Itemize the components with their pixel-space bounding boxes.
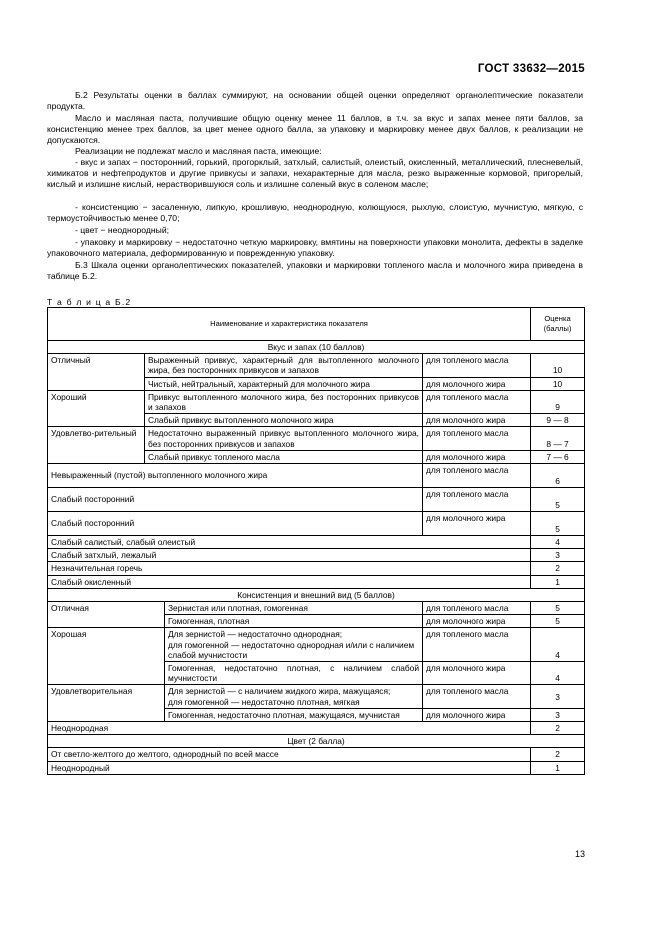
grade-excellent-consistency: Отличная	[48, 602, 165, 628]
row-score: 4	[531, 662, 585, 685]
paragraph-taste-smell: - вкус и запах − посторонний, горький, прогорклый, затхлый, салистый, олеистый, окисленный, металлический, плесневелый, химикатов и нефтепродуктов и другие привкусы и запахи, нехарактерные для масла, резко выраженные кормовой, пригорелый, кислый и излишне кислый, нерастворившуюся соль и излишне соленый вкус в соленом масле;	[47, 157, 583, 189]
table-row	[48, 685, 585, 708]
table-row	[48, 536, 585, 549]
table-row	[48, 748, 585, 761]
row-description-part: для гомогенной — недостаточно однородная и/или с наличием слабой мучнистости	[168, 639, 415, 660]
row-description: Неоднородная	[48, 722, 531, 735]
section-row	[48, 588, 585, 601]
section-row	[48, 341, 585, 354]
row-description	[165, 685, 423, 708]
table-row	[48, 354, 585, 377]
row-applicability: для молочного жира	[423, 662, 531, 685]
table-row	[48, 464, 585, 488]
table-row	[48, 512, 585, 536]
row-description: Слабый салистый, слабый олеистый	[48, 536, 531, 549]
row-applicability: для молочного жира	[423, 512, 531, 536]
row-score: 1	[531, 761, 585, 774]
row-description: Гомогенная, недостаточно плотная, мажущаяся, мучнистая	[165, 708, 423, 721]
table-row	[48, 602, 585, 615]
table-row	[48, 562, 585, 575]
paragraph-color: - цвет − неоднородный;	[75, 225, 170, 235]
row-description: Чистый, нейтральный, характерный для молочного жира	[145, 377, 423, 390]
row-description	[165, 628, 423, 662]
row-score: 10	[531, 354, 585, 377]
header-score: Оценка (баллы)	[531, 308, 585, 341]
row-score: 7 — 6	[531, 450, 585, 463]
row-score: 2	[531, 722, 585, 735]
table-row	[48, 575, 585, 588]
table-row	[48, 761, 585, 774]
paragraph-not-for-sale: Реализации не подлежат масло и масляная паста, имеющие:	[75, 146, 322, 156]
row-description: Гомогенная, недостаточно плотная, с наличием слабой мучнистости	[165, 662, 423, 685]
row-score: 3	[531, 549, 585, 562]
row-score: 4	[531, 536, 585, 549]
row-description-part: Для зернистой — с наличием жидкого жира, мажущаяся;	[168, 686, 391, 697]
document-header-id: ГОСТ 33632—2015	[477, 63, 585, 75]
row-applicability: для молочного жира	[423, 708, 531, 721]
section-title-color: Цвет (2 балла)	[48, 735, 585, 748]
header-name: Наименование и характеристика показателя	[48, 308, 531, 341]
paragraph-rejection-criteria: Масло и масляная паста, получившие общую оценку менее 11 баллов, в т.ч. за вкус и запах менее пяти баллов, за консистенцию менее трех баллов, за цвет менее одного балла, за упаковку и маркировку менее двух баллов, к реализации не допускаются.	[47, 113, 583, 145]
grade-good: Хороший	[48, 390, 145, 427]
row-score: 10	[531, 377, 585, 390]
row-description: Слабый посторонний	[48, 512, 423, 536]
row-description-part: Для зернистой — недостаточно однородная;	[168, 629, 343, 640]
row-applicability: для молочного жира	[423, 414, 531, 427]
row-applicability: для топленого масла	[423, 354, 531, 377]
row-applicability: для молочного жира	[423, 450, 531, 463]
row-score: 9	[531, 390, 585, 413]
row-description: Слабый посторонний	[48, 488, 423, 512]
section-row	[48, 735, 585, 748]
row-applicability: для топленого масла	[423, 390, 531, 413]
row-score: 3	[531, 685, 585, 708]
table-row	[48, 390, 585, 413]
row-score: 5	[531, 488, 585, 512]
row-score: 8 — 7	[531, 427, 585, 450]
paragraph-consistency: - консистенцию − засаленную, липкую, крошливую, неоднородную, колющуюся, рыхлую, слоистую, мучнистую, мягкую, с термоустойчивостью менее 0,70;	[47, 202, 583, 223]
row-score: 4	[531, 628, 585, 662]
page-number: 13	[574, 849, 585, 859]
row-score: 2	[531, 562, 585, 575]
table-row	[48, 549, 585, 562]
row-score: 2	[531, 748, 585, 761]
table-row	[48, 488, 585, 512]
section-title-consistency: Консистенция и внешний вид (5 баллов)	[48, 588, 585, 601]
paragraph-packaging: - упаковку и маркировку − недостаточно четкую маркировку, вмятины на поверхности упаковки монолита, дефекты в заделке упаковочного материала, деформированную и поврежденную упаковку.	[47, 237, 583, 258]
row-description: Гомогенная, плотная	[165, 615, 423, 628]
row-description: Недостаточно выраженный привкус вытопленного молочного жира, без посторонних привкусов и запахов	[145, 427, 423, 450]
row-score: 9 — 8	[531, 414, 585, 427]
row-description: Неоднородный	[48, 761, 531, 774]
row-description: Слабый затхлый, лежалый	[48, 549, 531, 562]
table-row	[48, 628, 585, 662]
scoring-table	[47, 307, 585, 775]
row-description: Слабый привкус вытопленного молочного жира	[145, 414, 423, 427]
row-applicability: для молочного жира	[423, 615, 531, 628]
row-description: Слабый окисленный	[48, 575, 531, 588]
section-title-taste: Вкус и запах (10 баллов)	[48, 341, 585, 354]
table-header-row	[48, 308, 585, 341]
row-description-part: для гомогенной — недостаточно плотная, мягкая	[168, 696, 360, 707]
row-applicability: для топленого масла	[423, 464, 531, 488]
row-applicability: для топленого масла	[423, 488, 531, 512]
row-applicability: для топленого масла	[423, 685, 531, 708]
row-score: 3	[531, 708, 585, 721]
row-applicability: для топленого масла	[423, 602, 531, 615]
row-description: Зернистая или плотная, гомогенная	[165, 602, 423, 615]
row-applicability: для молочного жира	[423, 377, 531, 390]
row-score: 6	[531, 464, 585, 488]
table-caption: Т а б л и ц а Б.2	[47, 297, 132, 307]
grade-excellent: Отличный	[48, 354, 145, 391]
row-description: Выраженный привкус, характерный для вытопленного молочного жира, без посторонних привкусов и запахов	[145, 354, 423, 377]
row-description: Невыраженный (пустой) вытопленного молочного жира	[48, 464, 423, 488]
row-applicability: для топленого масла	[423, 628, 531, 662]
row-description: Привкус вытопленного молочного жира, без посторонних привкусов и запахов	[145, 390, 423, 413]
row-score: 1	[531, 575, 585, 588]
table-row	[48, 427, 585, 450]
row-score: 5	[531, 602, 585, 615]
row-description: Слабый привкус топленого масла	[145, 450, 423, 463]
row-description: Незначительная горечь	[48, 562, 531, 575]
paragraph-b2: Б.2 Результаты оценки в баллах суммируют, на основании общей оценки определяют органолептические показатели продукта.	[47, 90, 583, 111]
row-description: От светло-желтого до желтого, однородный по всей массе	[48, 748, 531, 761]
row-score: 5	[531, 512, 585, 536]
paragraph-b3: Б.3 Шкала оценки органолептических показателей, упаковки и маркировки топленого масла и молочного жира приведена в таблице Б.2.	[47, 260, 583, 281]
grade-good-consistency: Хорошая	[48, 628, 165, 685]
grade-satisfactory: Удовлетво-рительный	[48, 427, 145, 464]
row-applicability: для топленого масла	[423, 427, 531, 450]
row-score: 5	[531, 615, 585, 628]
grade-satisfactory-consistency: Удовлетворительная	[48, 685, 165, 722]
table-row	[48, 722, 585, 735]
